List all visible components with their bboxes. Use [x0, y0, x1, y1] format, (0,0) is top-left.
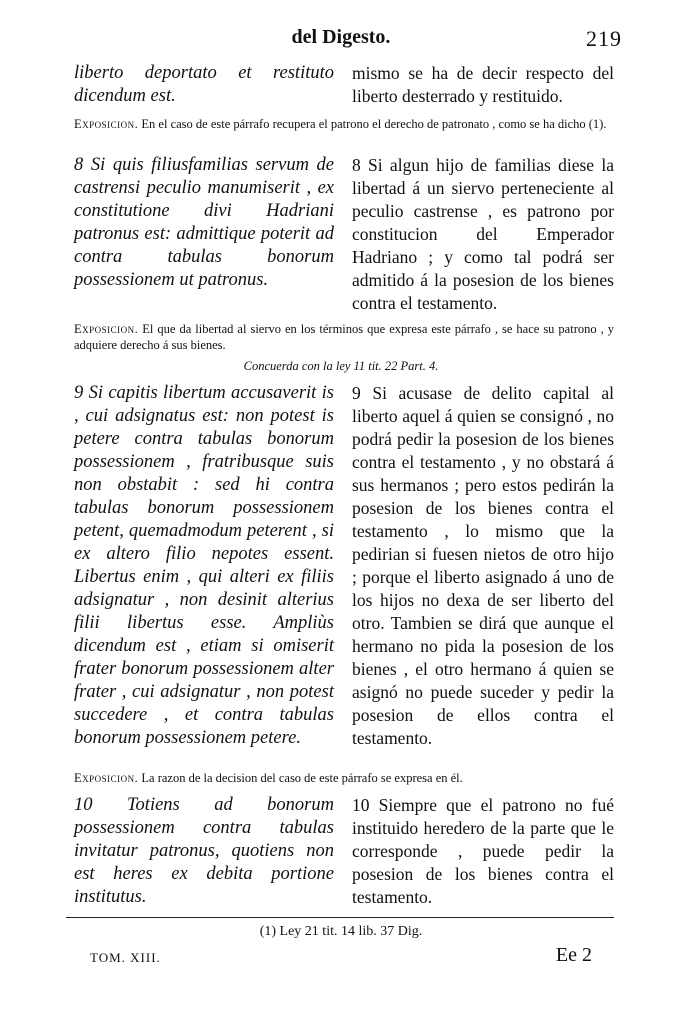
- spanish-text: 10 Siempre que el patrono no fué instituido heredero de la parte que le corresponde , puede pedir la posesion de los bienes contra el testamento.: [352, 795, 614, 907]
- page-header: [60, 26, 622, 56]
- latin-text: 8 Si quis filiusfamilias servum de castrensi peculio manumiserit , ex constitutione divi Hadriani patronus est: admittique poterit ad contra tabulas bonorum possessionem ut patronus.: [74, 155, 334, 290]
- footnote-divider: [66, 917, 614, 918]
- exposicion-note: [74, 770, 614, 786]
- exposicion-note: [74, 116, 614, 132]
- paragraph-block-8: [74, 154, 614, 315]
- exposicion-text: En el caso de este párrafo recupera el patrono el derecho de patronato , como se ha dicho (1).: [141, 117, 607, 131]
- volume-signature: TOM. XIII.: [90, 950, 161, 965]
- latin-text: 10 Totiens ad bonorum possessionem contra tabulas invitatur patronus, quotiens non est heres ex debita portione institutus.: [74, 795, 334, 907]
- latin-text: 9 Si capitis libertum accusaverit is , cui adsignatus est: non potest is petere contra tabulas bonorum possessionem , fratribusque suis non obstabit : sed hi contra tabulas bonorum possessionem petent, quemadmodum peterent , si ex altero filio nepotes essent. Libertus enim , qui alteri ex filiis adsignatur , non desinit alterius filii libertus esse. Ampliùs dicendum est , etiam si omiserit frater bonorum possessionem alter frater , cui adsignatur , non potest succedere , et contra tabulas bonorum possessionem petere.: [74, 383, 334, 748]
- exposicion-label: Exposicion.: [74, 117, 139, 131]
- paragraph-block-9: [74, 382, 614, 750]
- footnote: (1) Ley 21 tit. 14 lib. 37 Dig.: [259, 924, 423, 939]
- exposicion-note: [74, 321, 614, 353]
- latin-text: liberto deportato et restituto dicendum est.: [74, 63, 334, 106]
- concordance-note: Concuerda con la ley 11 tit. 22 Part. 4.: [243, 359, 439, 373]
- spanish-text: 8 Si algun hijo de familias diese la libertad á un siervo perteneciente al peculio castrense , es patrono por constitucion del Emperador Hadriano ; y como tal podrá ser admitido á la posesion de los bienes contra el testamento.: [352, 155, 614, 313]
- sheet-signature: Ee 2: [555, 944, 592, 966]
- exposicion-text: El que da libertad al siervo en los términos que expresa este párrafo , se hace su patrono , y adquiere derecho á sus bienes.: [74, 322, 614, 352]
- exposicion-text: La razon de la decision del caso de este párrafo se expresa en él.: [141, 771, 463, 785]
- spanish-text: 9 Si acusase de delito capital al liberto aquel á quien se consignó , no podrá pedir la posesion de los bienes contra el testamento , y no obstará á sus hermanos ; pero estos pedirán la posesion de los bienes contra el testamento , lo mismo que la pedirian si fuesen nietos de otro hijo ; porque el liberto asignado á uno de los hijos no dexa de ser liberto del otro. Tambien se dirá que aunque el hermano no pida la posesion de los bienes , el otro hermano á quien se asignó no puede suceder y pedir la posesion de ellos contra el testamento.: [352, 383, 614, 748]
- running-title: del Digesto.: [291, 26, 391, 48]
- paragraph-block-10: [74, 794, 614, 909]
- page-number: 219: [586, 26, 622, 51]
- exposicion-label: Exposicion.: [74, 322, 139, 336]
- paragraph-block-continuation: [74, 62, 614, 108]
- exposicion-label: Exposicion.: [74, 771, 139, 785]
- spanish-text: mismo se ha de decir respecto del liberto desterrado y restituido.: [352, 63, 614, 106]
